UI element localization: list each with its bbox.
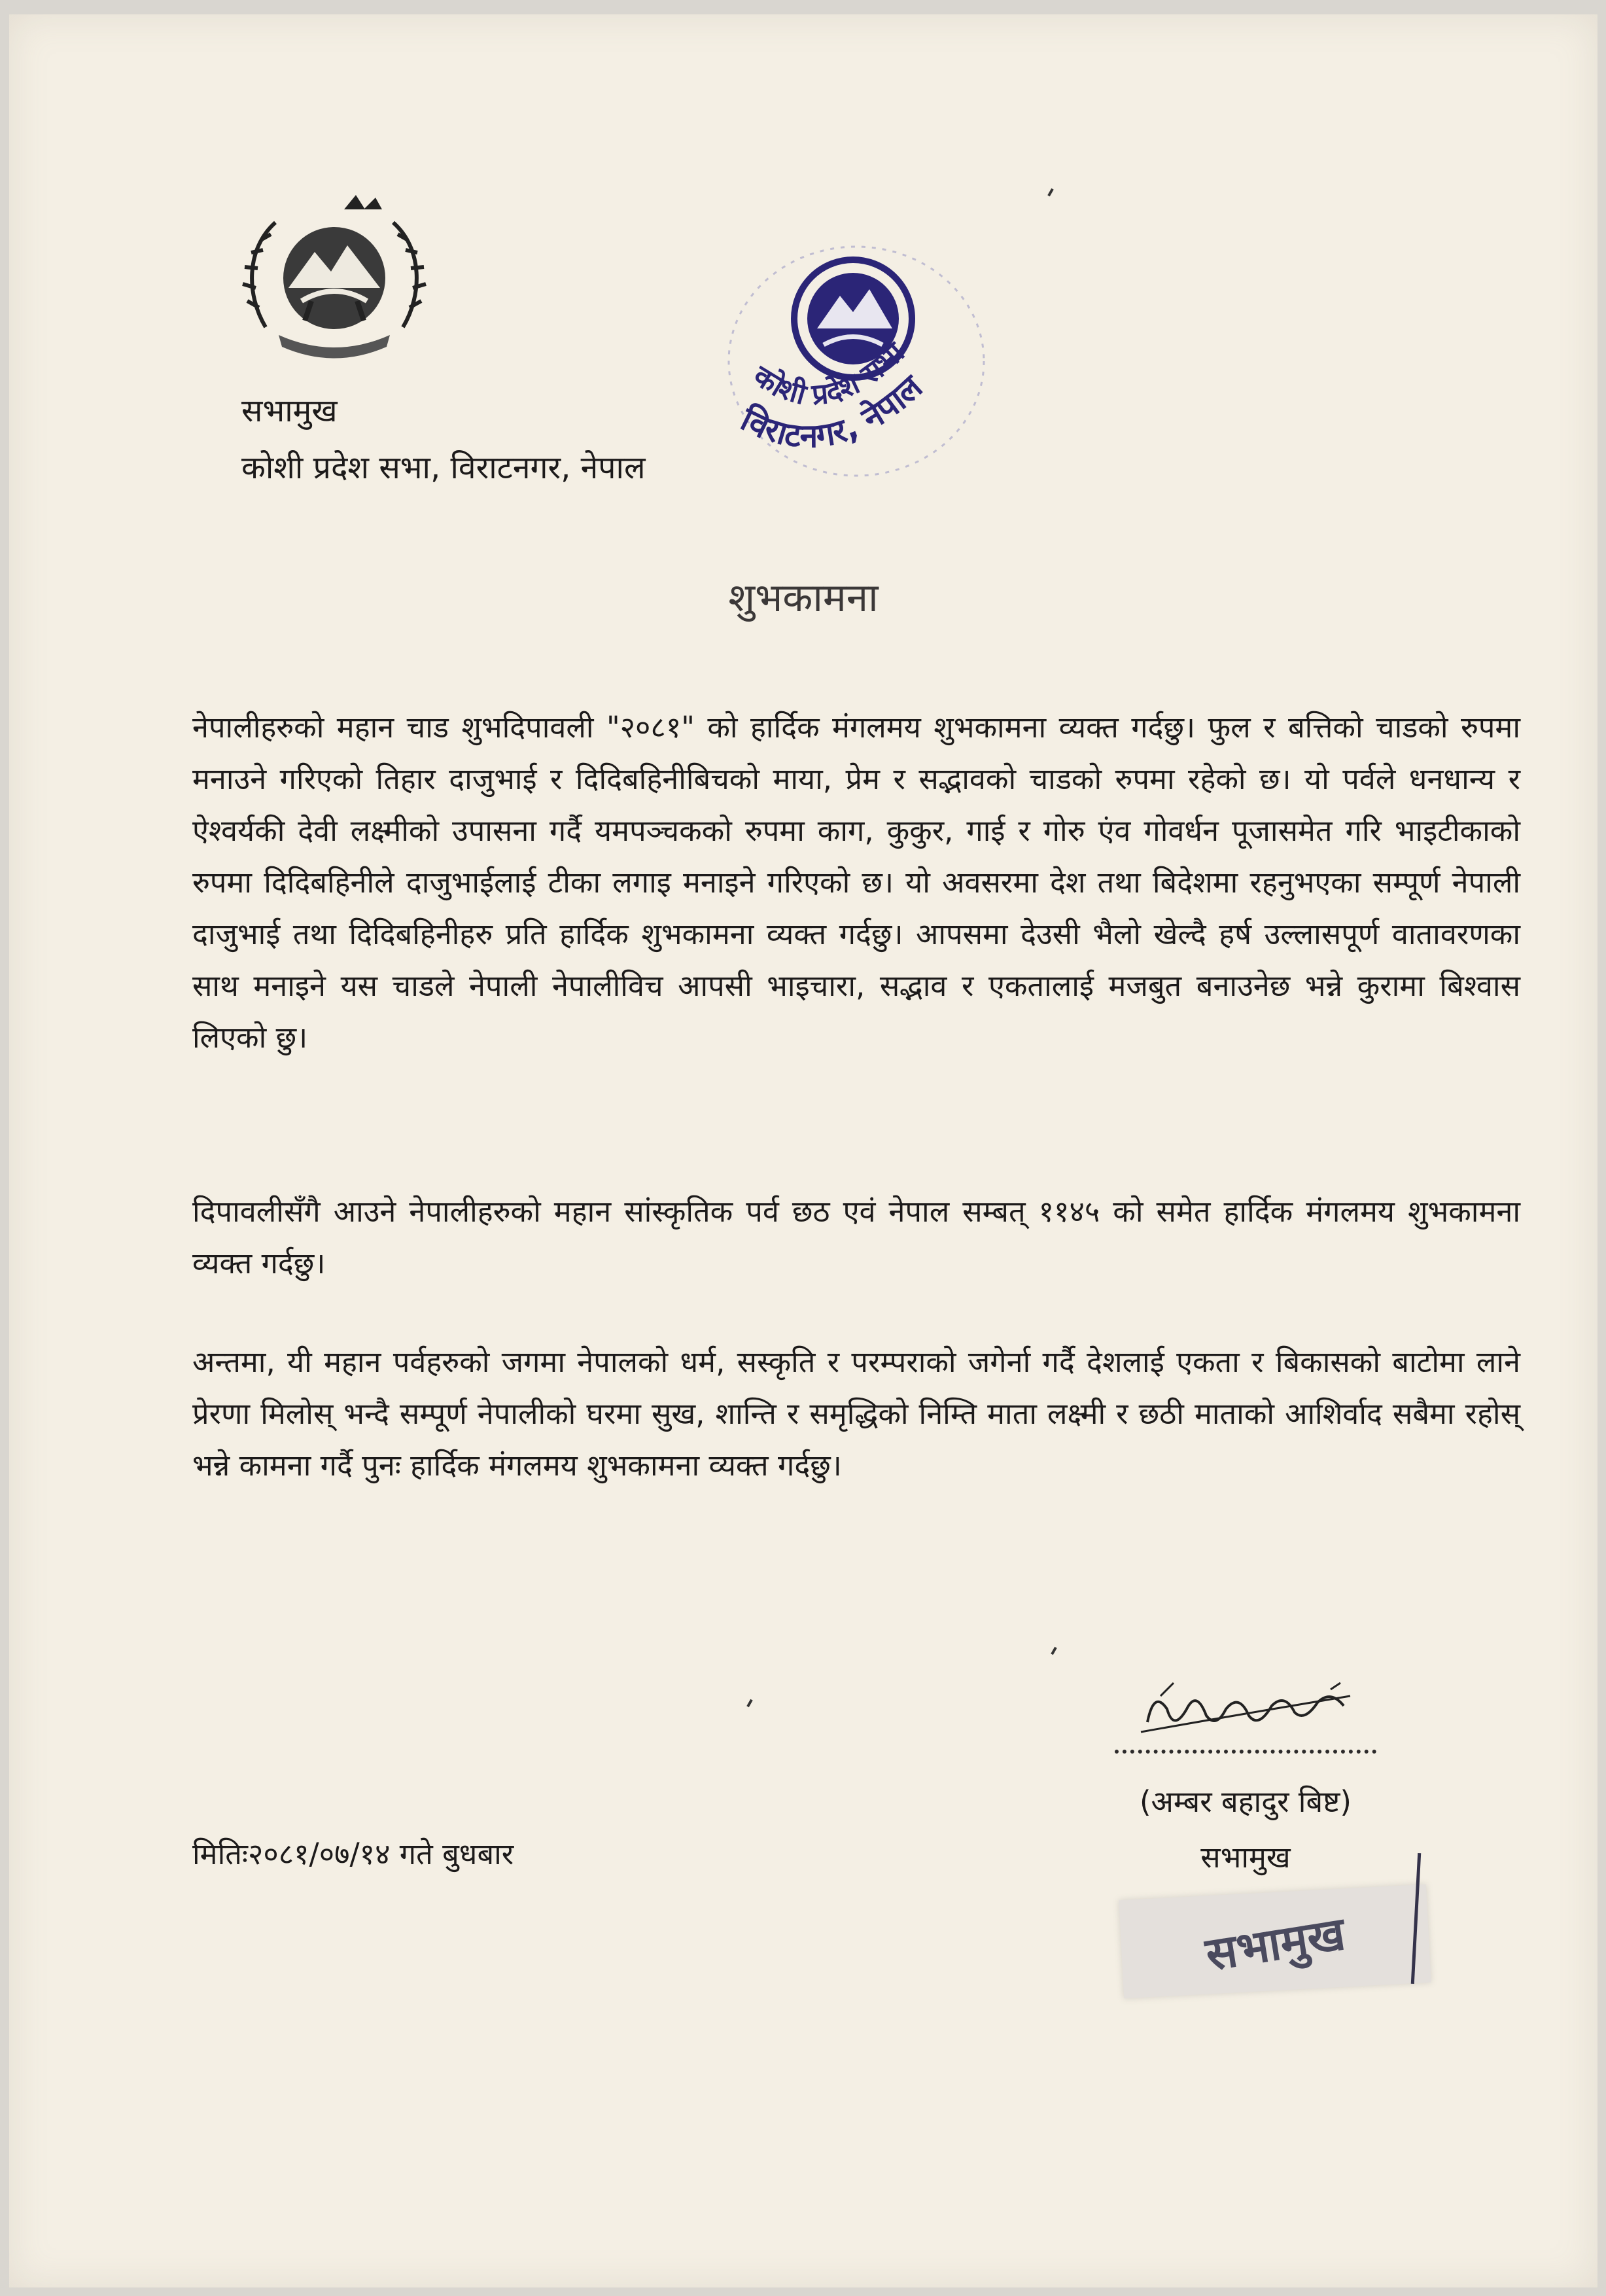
handwritten-signature (1134, 1670, 1357, 1748)
paper-speck (1047, 188, 1053, 196)
signatory-designation: सभामुख (1200, 1840, 1291, 1875)
body-paragraph-2: दिपावलीसँगै आउने नेपालीहरुको महान सांस्कृतिक पर्व छठ एवं नेपाल सम्बत् ११४५ को समेत हार्दिक मंगलमय शुभकामना व्यक्त गर्दछु। (192, 1194, 1520, 1280)
paper-speck (746, 1699, 752, 1707)
nepal-emblem-logo (239, 190, 429, 365)
seal-line-2: विराटनगर, नेपाल (735, 368, 930, 455)
signature-line (1115, 1750, 1376, 1754)
stamp-text: सभामुख (1202, 1906, 1349, 1982)
signatory-name: (अम्बर बहादुर बिष्ट) (1139, 1784, 1352, 1819)
header-institution: कोशी प्रदेश सभा, विराटनगर, नेपाल (241, 450, 646, 486)
designation-stamp (1119, 1884, 1431, 1998)
paper-speck (1051, 1647, 1056, 1655)
header-designation: सभामुख (241, 393, 338, 429)
body-paragraph-1: नेपालीहरुको महान चाड शुभदिपावली "२०८१" को हार्दिक मंगलमय शुभकामना व्यक्त गर्दछु। फुल र बत्तिको चाडको रुपमा मनाउने गरिएको तिहार दाजुभाई र दिदिबहिनीबिचको माया, प्रेम र सद्भावको चाडको रुपमा रहेको छ। यो पर्वले धनधान्य र ऐश्वर्यकी देवी लक्ष्मीको उपासना गर्दै यमपञ्चकको रुपमा काग, कुकुर, गाई र गोरु एंव गोवर्धन पूजासमेत गरि भाइटीकाको रुपमा दिदिबहिनीले दाजुभाईलाई टीका लगाइ मनाइने गरिएको छ। यो अवसरमा देश तथा बिदेशमा रहनुभएका सम्पूर्ण नेपाली दाजुभाई तथा दिदिबहिनीहरु प्रति हार्दिक शुभकामना व्यक्त गर्दछु। आपसमा देउसी भैलो खेल्दै हर्ष उल्लासपूर्ण वातावरणका साथ मनाइने यस चाडले नेपाली नेपालीविच आपसी भाइचारा, सद्भाव र एकतालाई मजबुत बनाउनेछ भन्ने कुरामा बिश्वास लिएको छु। (192, 710, 1521, 1055)
body-paragraph-3: अन्तमा, यी महान पर्वहरुको जगमा नेपालको धर्म, सस्कृति र परम्पराको जगेर्ना गर्दै देशलाई एकता र बिकासको बाटोमा लाने प्रेरणा मिलोस् भन्दै सम्पूर्ण नेपालीको घरमा सुख, शान्ति र समृद्धिको निम्ति माता लक्ष्मी र छठी माताको आशिर्वाद सबैमा रहोस् भन्ने कामना गर्दै पुनः हार्दिक मंगलमय शुभकामना व्यक्त गर्दछु। (192, 1345, 1520, 1483)
letter-title: शुभकामना (728, 575, 879, 621)
letter-page (9, 14, 1597, 2287)
letter-date: मितिः२०८१/०७/१४ गते बुधबार (192, 1837, 514, 1871)
seal-line-1: कोशी प्रदेश सभा (747, 336, 911, 412)
provincial-assembly-seal (712, 230, 994, 492)
